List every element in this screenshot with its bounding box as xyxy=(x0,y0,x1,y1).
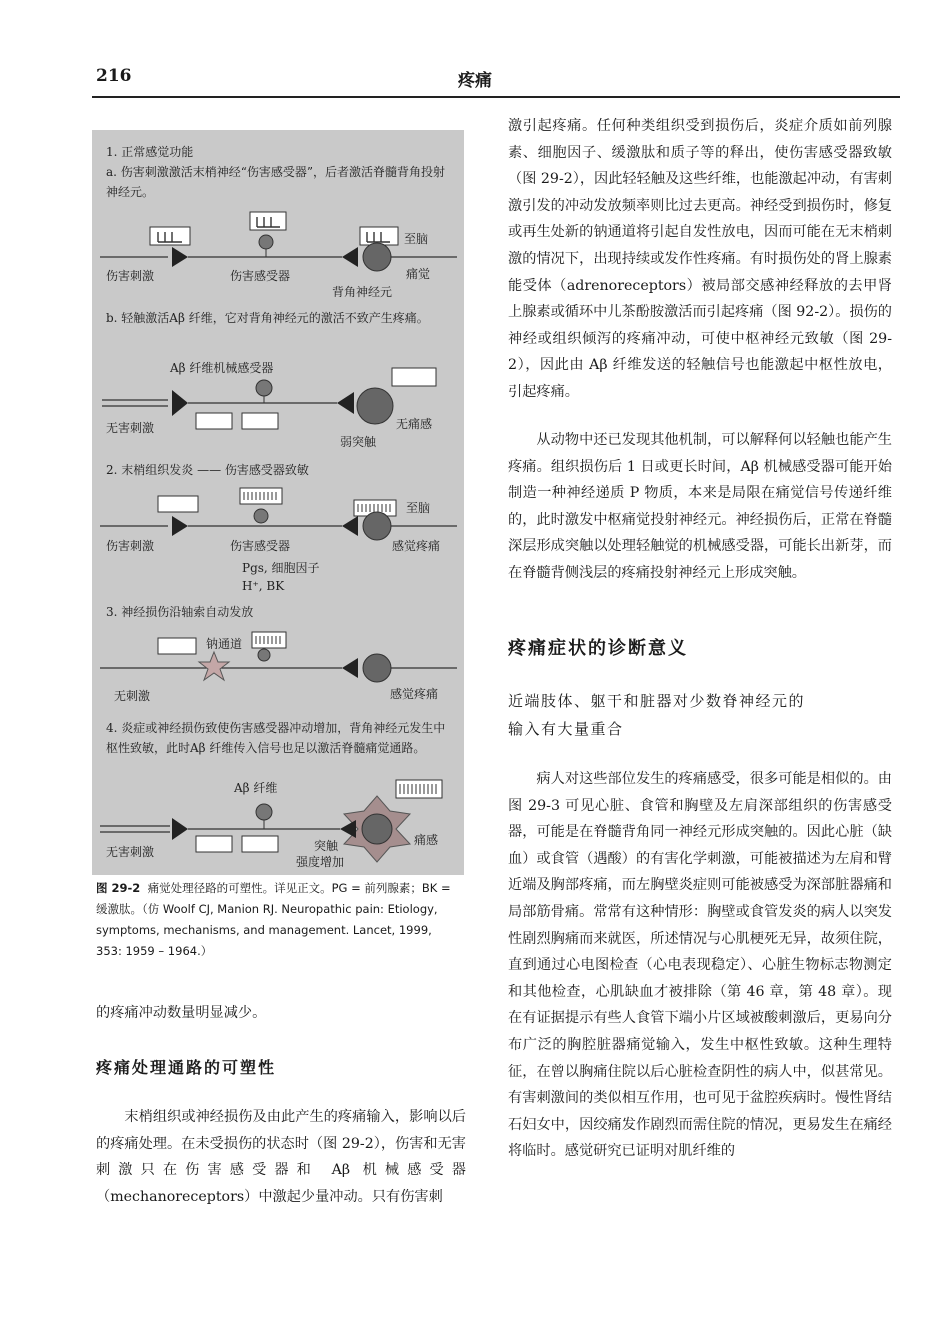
fig-s1-noxious: 伤害刺激 xyxy=(106,269,155,283)
fig-s4-fiber: Aβ 纤维 xyxy=(234,781,278,795)
fig-s2-nociceptor: 伤害感受器 xyxy=(230,539,291,553)
fig-s1b-text: b. 轻触激活Aβ 纤维，它对背角神经元的激活不致产生疼痛。 xyxy=(106,311,429,325)
right-paragraph-3: 病人对这些部位发生的疼痛感受，很多可能是相似的。由图 29-3 可见心脏、食管和胸壁及左肩深部组织的伤害感受器，可能是在脊髓背角同一神经元形成突触的。因此心脏（缺血）或食管（遇酸）的有害化学刺激，可能被描述为左肩和臂近端及胸部疼痛，而左胸壁炎症则可能被感受为深部脏器痛和局部筋骨痛。常常有这种情形：胸壁或食管发炎的病人以突发性剧烈胸痛而来就医，所述情况与心肌梗死无异，故须住院，直到通过心电图检查（心电表现稳定）、心脏生物标志物测定和其他检查，心肌缺血才被排除（第 46 章，第 48 章）。现在有证据提示有些人食管下端小片区域被酸刺激后，更易向分布广泛的胸腔脏器痛觉输入，发生中枢性致敏。这种生理特征，在曾以胸痛住院以后心脏检查阴性的病人中，似甚常见。有害刺激间的类似相互作用，也可见于盆腔疾病时。慢性肾结石妇女中，因绞痛发作剧烈而需住院的情况，更易发生在痛经将临时。感觉研究已证明对肌纤维的 xyxy=(508,771,892,1160)
fig-s4-synapse: 突触 xyxy=(314,839,339,853)
fig-s1-to-brain: 至脑 xyxy=(404,232,429,246)
panel-3-diagram xyxy=(100,632,457,682)
fig-s2-hbk: H⁺, BK xyxy=(242,579,285,593)
fig-s2-title: 2. 末梢组织发炎 —— 伤害感受器致敏 xyxy=(106,463,309,477)
page-number: 216 xyxy=(96,66,132,86)
fig-s1b-innocuous: 无害刺激 xyxy=(106,421,155,435)
fig-s4-innocuous: 无害刺激 xyxy=(106,845,155,859)
left-continuation-text: 的疼痛冲动数量明显减少。 xyxy=(96,1005,267,1021)
fig-s1-pain: 痛觉 xyxy=(406,267,431,281)
left-section-heading: 疼痛处理通路的可塑性 xyxy=(96,1058,277,1077)
fig-s1-title: 1. 正常感觉功能 xyxy=(106,145,194,159)
right-subheading-line1: 近端肢体、躯干和脏器对少数脊神经元的 xyxy=(508,692,806,710)
fig-s1b-weak-synapse: 弱突触 xyxy=(340,435,377,449)
fig-s1b-nopain: 无痛感 xyxy=(396,417,433,431)
figure-29-2 xyxy=(92,130,464,875)
header-rule xyxy=(92,96,900,98)
fig-s2-to-brain: 至脑 xyxy=(406,501,431,515)
right-section-heading: 疼痛症状的诊断意义 xyxy=(508,638,688,659)
fig-s4-pain: 痛感 xyxy=(414,833,439,847)
figure-caption xyxy=(96,878,460,962)
caption-text: 痛觉处理径路的可塑性。详见正文。PG = 前列腺素；BK = 缓激肽。（仿 Woolf CJ, Manion RJ. Neuropathic pain: Etiology, symptoms, mechanisms, and management. Lancet, 1999, 353: 1959 – 1964.） xyxy=(96,881,451,958)
fig-s1a-text: a. 伤害刺激激活末梢神经“伤害感受器”，后者激活脊髓背角投射神经元。 xyxy=(106,165,446,199)
fig-s4-strength: 强度增加 xyxy=(296,855,345,869)
fig-s3-painfeel: 感觉疼痛 xyxy=(390,687,439,701)
right-paragraph-2: 从动物中还已发现其他机制，可以解释何以轻触也能产生疼痛。组织损伤后 1 日或更长时间，Aβ 机械感受器可能开始制造一种神经递质 P 物质，本来是局限在痛觉信号传递纤维的，此时激发中枢痛觉投射神经元。神经损伤后，正常在脊髓深层形成突触以处理轻触觉的机械感受器，可能长出新芽，而在脊髓背侧浅层的疼痛投射神经元上形成突触。 xyxy=(508,432,892,581)
fig-s2-pgs: Pgs, 细胞因子 xyxy=(242,561,320,575)
fig-s1-dorsal: 背角神经元 xyxy=(332,285,393,299)
panel-2-diagram xyxy=(100,488,457,540)
fig-s3-title: 3. 神经损伤沿轴索自动发放 xyxy=(106,605,254,619)
fig-s4-text: 4. 炎症或神经损伤致使伤害感受器冲动增加，背角神经元发生中枢性致敏，此时Aβ 纤维传入信号也足以激活脊髓痛觉通路。 xyxy=(106,721,446,755)
fig-s1-nociceptor: 伤害感受器 xyxy=(230,269,291,283)
fig-s2-painfeel: 感觉疼痛 xyxy=(392,539,441,553)
fig-s1b-mechanoreceptor: Aβ 纤维机械感受器 xyxy=(170,361,274,375)
fig-s3-channel: 钠通道 xyxy=(206,637,243,651)
left-paragraph: 末梢组织或神经损伤及由此产生的疼痛输入，影响以后的疼痛处理。在未受损伤的状态时（图 29-2），伤害和无害刺激只在伤害感受器和 Aβ 机械感受器（mechanoreceptors）中激起少量冲动。只有伤害刺 xyxy=(96,1109,466,1205)
fig-s2-noxious: 伤害刺激 xyxy=(106,539,155,553)
right-paragraph-1: 激引起疼痛。任何种类组织受到损伤后，炎症介质如前列腺素、细胞因子、缓激肽和质子等的释出，使伤害感受器致敏（图 29-2），因此轻轻触及这些纤维，也能激起冲动，有害刺激引发的冲动发放频率则比过去更高。神经受到损伤时，修复或再生处新的钠通道将引起自发性放电，因而可能在无末梢刺激的情况下，出现持续或发作性疼痛。有时损伤处的肾上腺素能受体（adrenoreceptors）被局部交感神经释放的去甲肾上腺素或循环中儿茶酚胺激活而引起疼痛（图 92-2）。损伤的神经或组织倾泻的疼痛冲动，可使中枢神经元致敏（图 29-2），因此由 Aβ 纤维发送的轻触信号也能激起中枢性放电，引起疼痛。 xyxy=(508,118,892,400)
fig-s3-nostim: 无刺激 xyxy=(114,689,151,703)
caption-label: 图 29-2 xyxy=(96,881,141,895)
running-title: 疼痛 xyxy=(458,71,492,91)
right-subheading-line2: 输入有大量重合 xyxy=(508,720,624,738)
